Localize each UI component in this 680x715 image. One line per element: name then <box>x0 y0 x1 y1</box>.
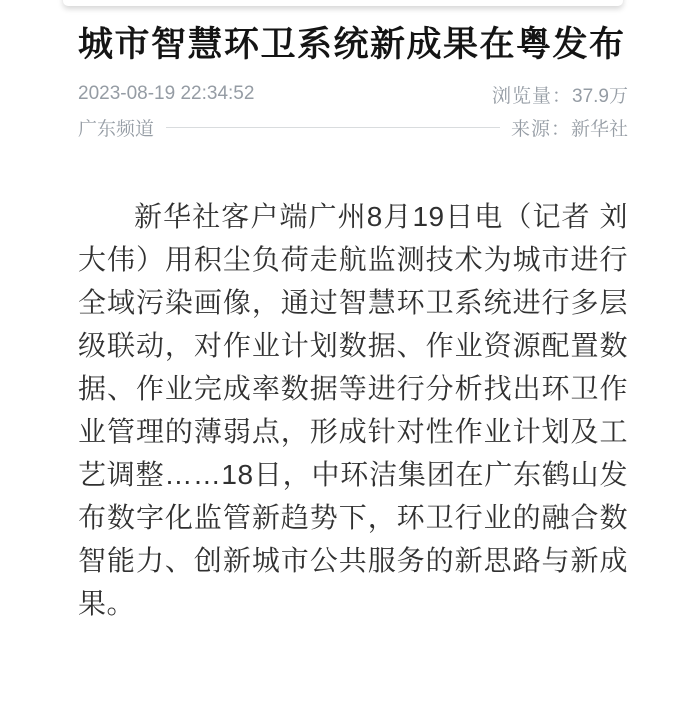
article-paragraph: 新华社客户端广州8月19日电（记者 刘大伟）用积尘负荷走航监测技术为城市进行全域污染画像，通过智慧环卫系统进行多层级联动，对作业计划数据、作业资源配置数据、作业完成率数据等进行分析找出环卫作业管理的薄弱点，形成针对性作业计划及工艺调整……18日，中环洁集团在广东鹤山发布数字化监管新趋势下，环卫行业的融合数智能力、创新城市公共服务的新思路与新成果。 <box>78 201 628 619</box>
publish-time: 2023-08-19 22:34:52 <box>78 83 255 104</box>
article-container <box>78 0 628 625</box>
source-label: 来源： <box>510 118 571 140</box>
views-label: 浏览量： <box>492 85 573 107</box>
article-meta <box>78 83 628 138</box>
article-body <box>78 195 628 625</box>
meta-divider-line <box>166 127 500 128</box>
meta-row-time-views <box>78 83 628 105</box>
meta-row-channel-source <box>78 116 628 138</box>
source <box>511 114 628 141</box>
article-title: 城市智慧环卫系统新成果在粤发布 <box>78 25 626 64</box>
channel-name: 广东频道 <box>78 118 155 140</box>
views-value: 37.9万 <box>572 85 628 107</box>
views <box>492 81 628 108</box>
source-value: 新华社 <box>570 118 628 140</box>
